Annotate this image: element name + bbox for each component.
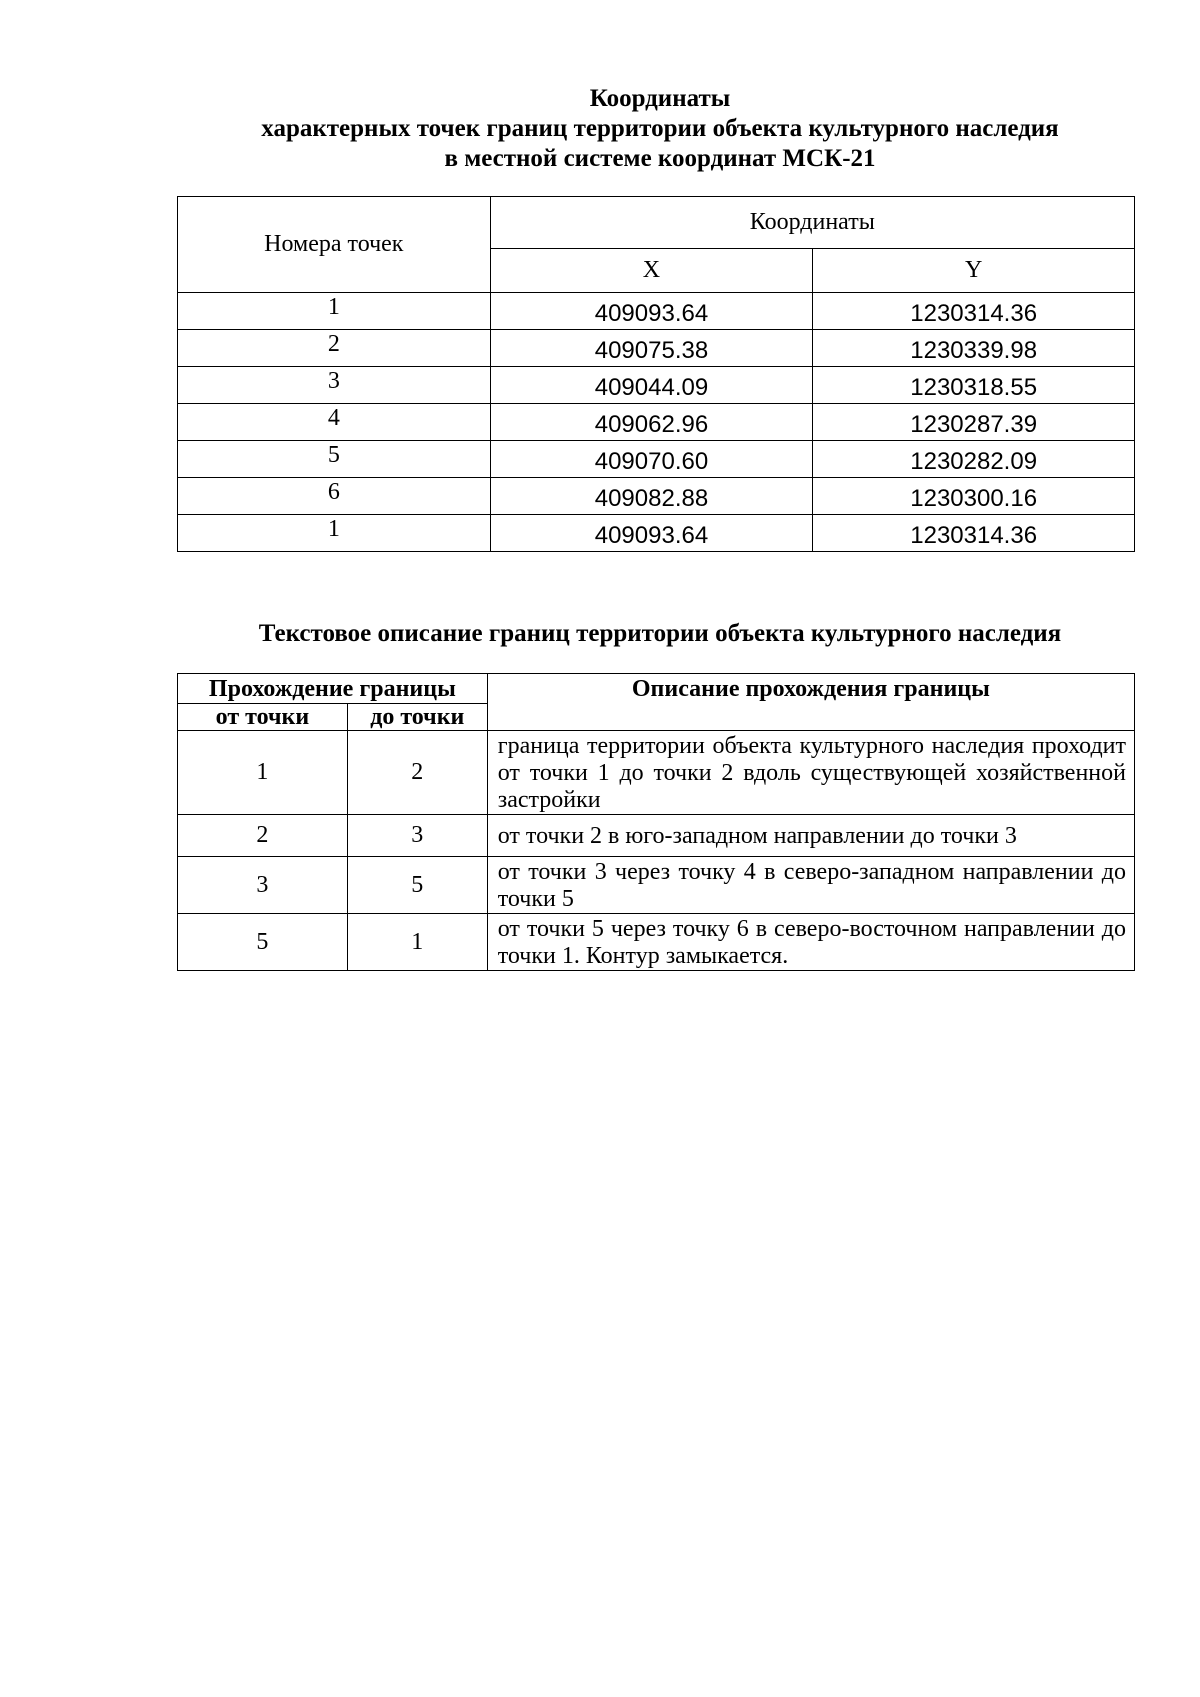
header-description: Описание прохождения границы bbox=[487, 674, 1134, 731]
header-to: до точки bbox=[347, 704, 487, 731]
coord-x: 409062.96 bbox=[490, 404, 813, 441]
title-line-1: Координаты bbox=[589, 85, 731, 112]
boundary-description: от точки 3 через точку 4 в северо-западном направлении до точки 5 bbox=[487, 857, 1134, 914]
coord-x: 409075.38 bbox=[490, 330, 813, 367]
table-row bbox=[178, 815, 1135, 857]
table-row bbox=[178, 404, 1135, 441]
coord-x: 409082.88 bbox=[490, 478, 813, 515]
header-coordinates: Координаты bbox=[490, 197, 1134, 249]
header-point-numbers: Номера точек bbox=[178, 197, 491, 293]
table-row bbox=[178, 515, 1135, 552]
point-number: 6 bbox=[178, 478, 491, 515]
boundary-description: граница территории объекта культурного наследия проходит от точки 1 до точки 2 вдоль существующей хозяйственной застройки bbox=[487, 731, 1134, 815]
point-number: 5 bbox=[178, 441, 491, 478]
boundary-description-table bbox=[177, 673, 1135, 971]
coord-y: 1230314.36 bbox=[813, 515, 1135, 552]
header-y: Y bbox=[813, 249, 1135, 293]
table-row bbox=[178, 914, 1135, 971]
coordinates-table bbox=[177, 196, 1135, 552]
point-number: 3 bbox=[178, 367, 491, 404]
from-point: 5 bbox=[178, 914, 348, 971]
table-row bbox=[178, 367, 1135, 404]
coord-x: 409093.64 bbox=[490, 293, 813, 330]
title-line-3: в местной системе координат МСК-21 bbox=[444, 145, 876, 172]
point-number: 1 bbox=[178, 293, 491, 330]
coord-x: 409070.60 bbox=[490, 441, 813, 478]
point-number: 4 bbox=[178, 404, 491, 441]
from-point: 1 bbox=[178, 731, 348, 815]
coord-y: 1230318.55 bbox=[813, 367, 1135, 404]
to-point: 3 bbox=[347, 815, 487, 857]
boundary-description: от точки 5 через точку 6 в северо-восточном направлении до точки 1. Контур замыкается. bbox=[487, 914, 1134, 971]
table-row bbox=[178, 441, 1135, 478]
table-row bbox=[178, 330, 1135, 367]
coord-x: 409093.64 bbox=[490, 515, 813, 552]
point-number: 1 bbox=[178, 515, 491, 552]
table-row bbox=[178, 478, 1135, 515]
from-point: 2 bbox=[178, 815, 348, 857]
document-title bbox=[0, 84, 1200, 174]
table-row bbox=[178, 857, 1135, 914]
table-row bbox=[178, 731, 1135, 815]
title-line-2: характерных точек границ территории объекта культурного наследия bbox=[261, 115, 1059, 142]
section-title: Текстовое описание границ территории объекта культурного наследия bbox=[258, 620, 1062, 647]
point-number: 2 bbox=[178, 330, 491, 367]
to-point: 1 bbox=[347, 914, 487, 971]
coord-y: 1230282.09 bbox=[813, 441, 1135, 478]
from-point: 3 bbox=[178, 857, 348, 914]
coord-x: 409044.09 bbox=[490, 367, 813, 404]
header-passage: Прохождение границы bbox=[178, 674, 488, 704]
coord-y: 1230314.36 bbox=[813, 293, 1135, 330]
coord-y: 1230339.98 bbox=[813, 330, 1135, 367]
table-row bbox=[178, 293, 1135, 330]
coord-y: 1230287.39 bbox=[813, 404, 1135, 441]
boundary-description: от точки 2 в юго-западном направлении до точки 3 bbox=[487, 815, 1134, 857]
to-point: 5 bbox=[347, 857, 487, 914]
to-point: 2 bbox=[347, 731, 487, 815]
coord-y: 1230300.16 bbox=[813, 478, 1135, 515]
header-from: от точки bbox=[178, 704, 348, 731]
header-x: X bbox=[490, 249, 813, 293]
